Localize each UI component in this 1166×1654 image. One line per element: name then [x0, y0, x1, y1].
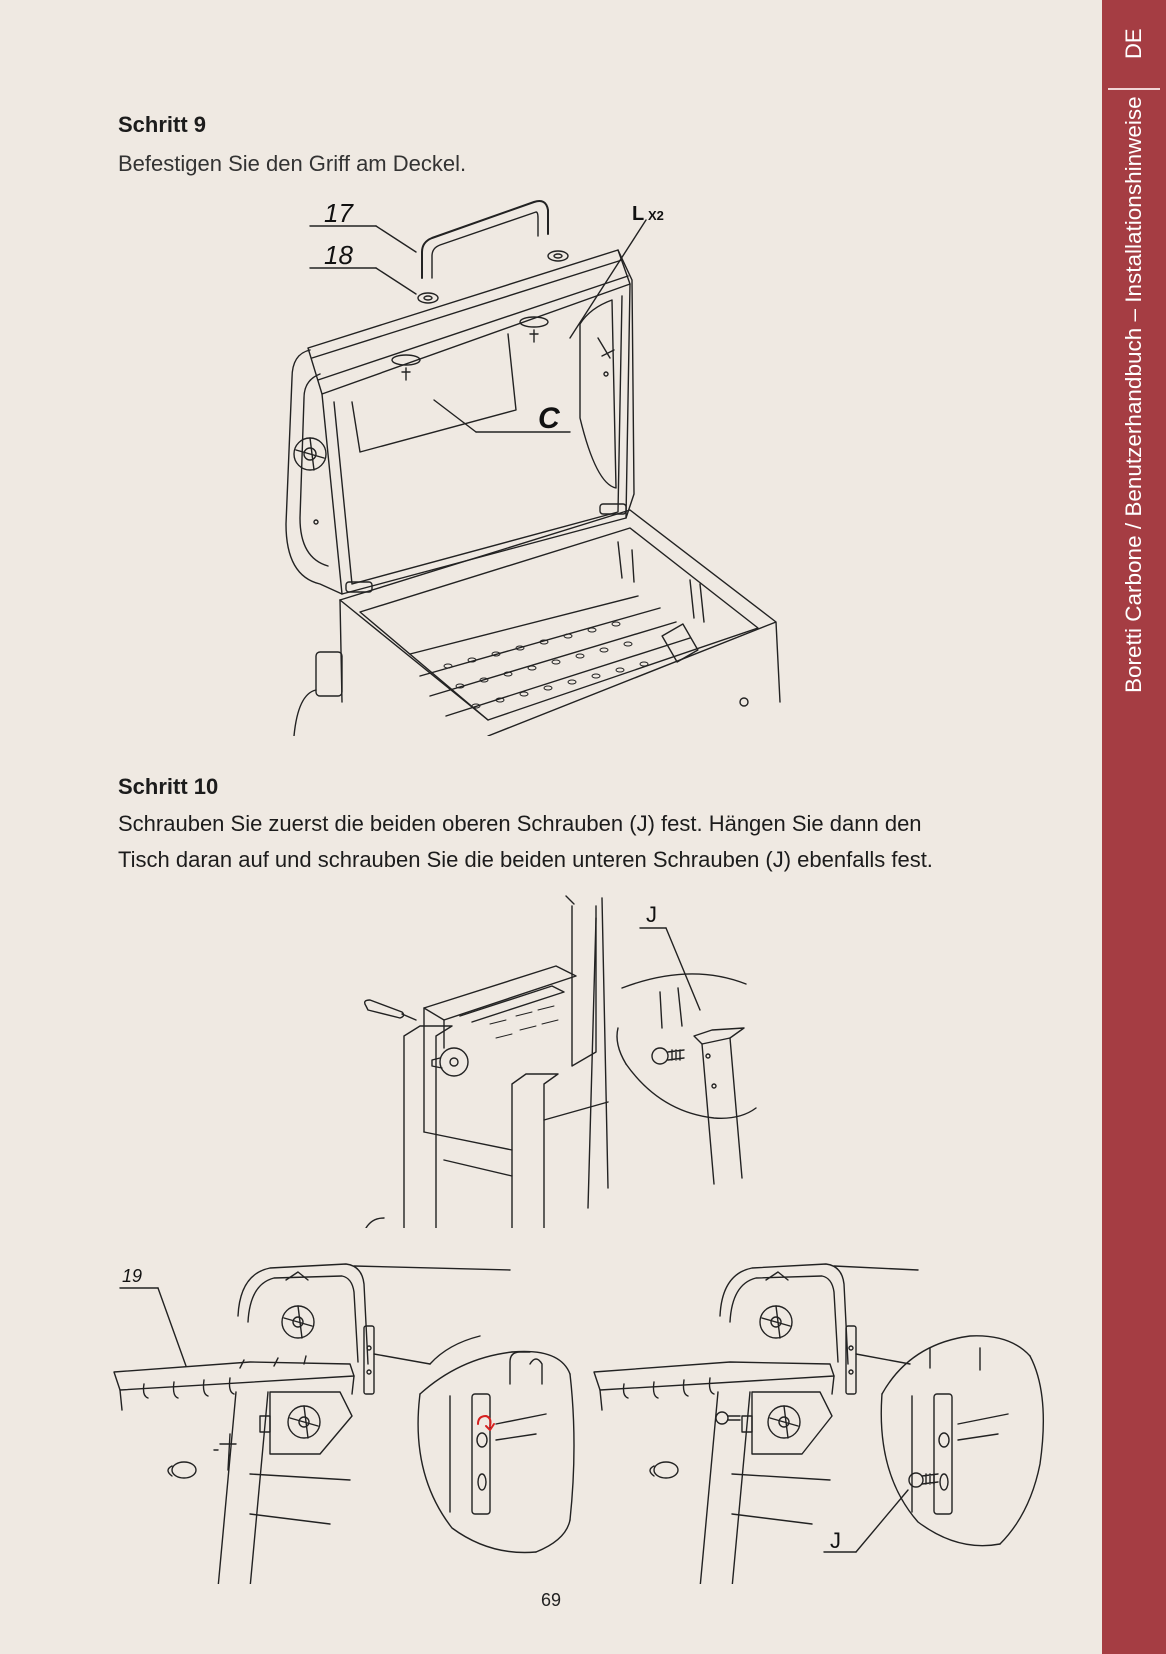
callout-17: 17	[324, 198, 353, 228]
callout-c: C	[538, 402, 560, 435]
sidebar-divider	[1108, 88, 1160, 90]
callout-l: L	[632, 203, 645, 225]
callout-j-top: J	[646, 902, 657, 927]
sidebar-band	[1102, 0, 1166, 1654]
callout-j-bottom: J	[830, 1528, 841, 1553]
step-10-title: Schritt 10	[118, 774, 219, 799]
step-9-title: Schritt 9	[118, 112, 207, 137]
rotation-arrow-icon	[478, 1416, 491, 1426]
language-label: DE	[1121, 28, 1146, 60]
step-10-description-line-1: Schrauben Sie zuerst die beiden oberen Schrauben (J) fest. Hängen Sie dann den	[118, 811, 922, 836]
callout-l-qty: X2	[648, 208, 664, 223]
callout-18: 18	[324, 240, 353, 270]
grill-leg-screw-diagram	[360, 888, 840, 1228]
step-9-description: Befestigen Sie den Griff am Deckel.	[118, 151, 467, 176]
document-title: Boretti Carbone / Benutzerhandbuch – Installationshinweise	[1121, 96, 1146, 693]
callout-19: 19	[122, 1266, 143, 1286]
grill-table-diagram	[100, 1244, 1090, 1584]
step-10-description-line-2: Tisch daran auf und schrauben Sie die beiden unteren Schrauben (J) ebenfalls fest.	[118, 847, 933, 872]
page-number: 69	[540, 1590, 562, 1610]
grill-lid-diagram	[280, 188, 840, 736]
